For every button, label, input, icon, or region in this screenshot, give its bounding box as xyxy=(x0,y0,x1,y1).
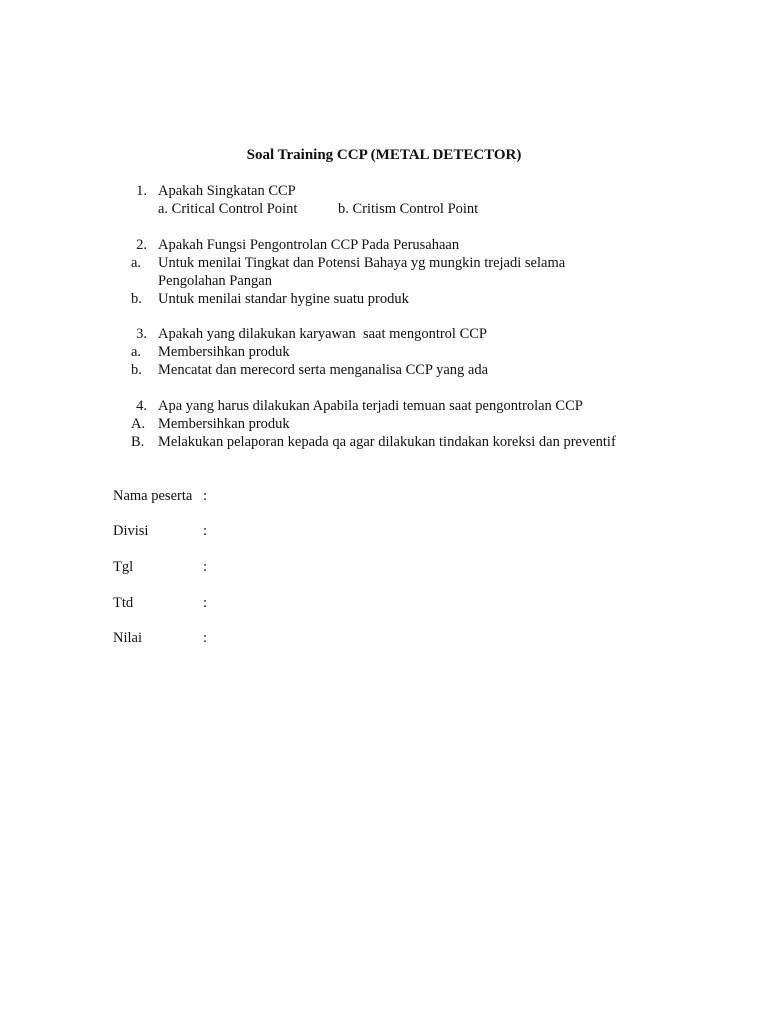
option-inline-b: b. Critism Control Point xyxy=(338,201,479,217)
option-text: Mencatat dan merecord serta menganalisa CCP yang ada xyxy=(158,362,489,378)
option-label: A. xyxy=(131,416,146,432)
option-label: b. xyxy=(131,291,142,307)
option-text: Membersihkan produk xyxy=(158,416,290,432)
option-text: Membersihkan produk xyxy=(158,344,290,360)
form-colon: : xyxy=(203,488,208,504)
document-title: Soal Training CCP (METAL DETECTOR) xyxy=(246,147,522,163)
option-inline-a: a. Critical Control Point xyxy=(158,201,298,217)
form-colon: : xyxy=(203,523,208,539)
option-label: B. xyxy=(131,434,145,450)
question-text: Apa yang harus dilakukan Apabila terjadi temuan saat pengontrolan CCP xyxy=(158,398,583,414)
form-label: Tgl xyxy=(113,559,134,575)
form-label: Divisi xyxy=(113,523,149,539)
form-label: Ttd xyxy=(113,595,134,611)
question-number: 1. xyxy=(136,183,147,199)
question-number: 4. xyxy=(136,398,147,414)
question-text: Apakah yang dilakukan karyawan saat mengontrol CCP xyxy=(158,326,487,342)
form-colon: : xyxy=(203,630,208,646)
option-text: Untuk menilai standar hygine suatu produk xyxy=(158,291,409,307)
option-label: b. xyxy=(131,362,142,378)
form-colon: : xyxy=(203,559,208,575)
option-label: a. xyxy=(131,344,142,360)
option-text-continued: Pengolahan Pangan xyxy=(158,273,272,289)
option-label: a. xyxy=(131,255,142,271)
form-colon: : xyxy=(203,595,208,611)
question-number: 2. xyxy=(136,237,147,253)
form-label: Nama peserta xyxy=(113,488,193,504)
option-text: Untuk menilai Tingkat dan Potensi Bahaya yg mungkin trejadi selama xyxy=(158,255,566,271)
question-text: Apakah Singkatan CCP xyxy=(158,183,296,199)
question-text: Apakah Fungsi Pengontrolan CCP Pada Perusahaan xyxy=(158,237,460,253)
form-label: Nilai xyxy=(113,630,142,646)
question-number: 3. xyxy=(136,326,147,342)
option-text: Melakukan pelaporan kepada qa agar dilakukan tindakan koreksi dan preventif xyxy=(158,434,616,450)
